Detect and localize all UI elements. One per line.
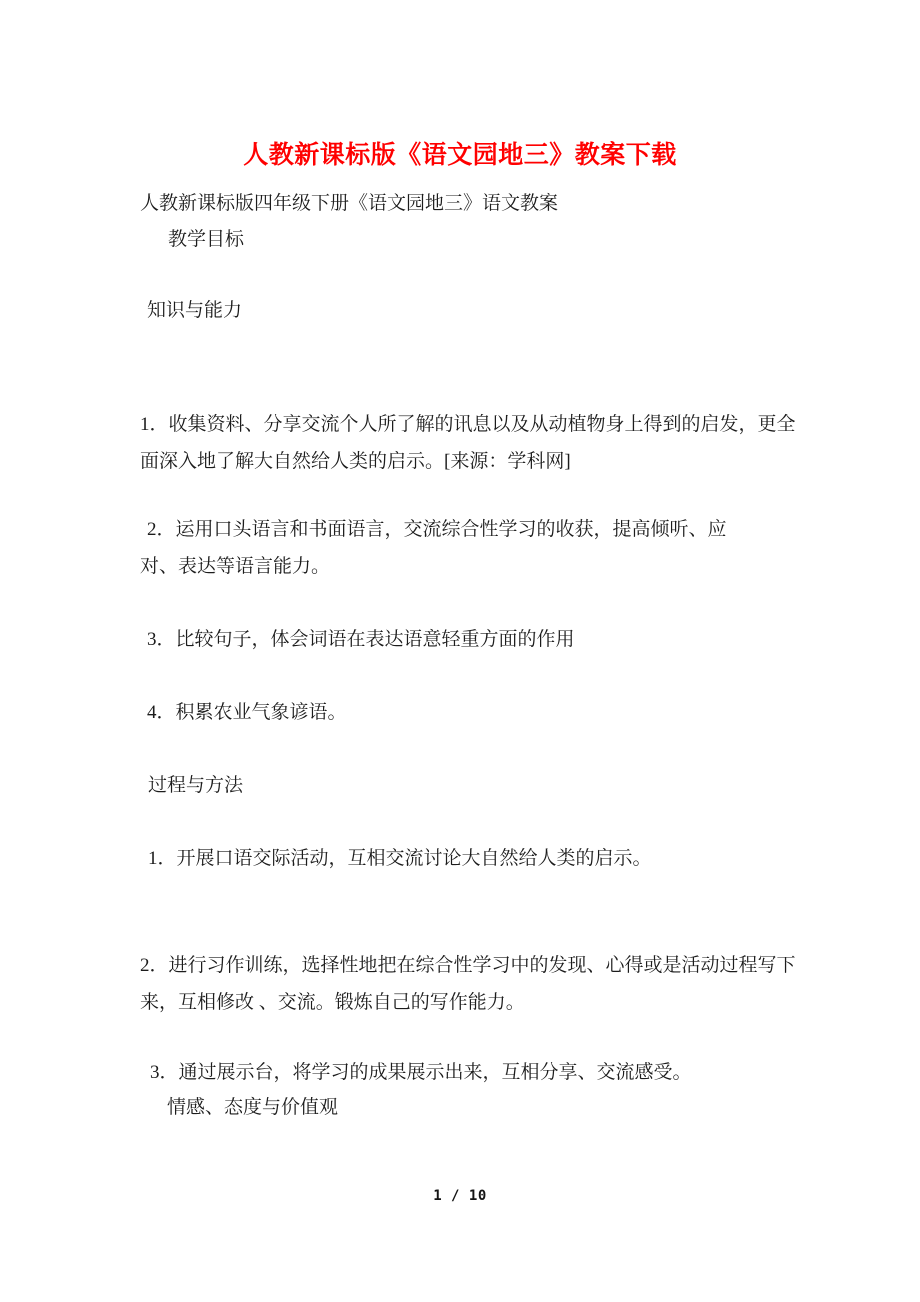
doc-line-section-process: 过程与方法: [148, 775, 244, 796]
document-title: 人教新课标版《语文园地三》教案下载: [243, 142, 677, 169]
doc-line-item1-part1: 1．收集资料、分享交流个人所了解的讯息以及从动植物身上得到的启发，更全: [140, 414, 796, 435]
page-number-indicator: 1 / 10: [433, 1188, 487, 1204]
doc-line-item4: 4．积累农业气象谚语。: [147, 702, 347, 723]
doc-line-item2-part1: 2．运用口头语言和书面语言，交流综合性学习的收获，提高倾听、应: [147, 519, 727, 540]
doc-line-process-item2-part2: 来，互相修改 、交流。锻炼自己的写作能力。: [140, 992, 525, 1013]
doc-line-process-item2-part1: 2．进行习作训练，选择性地把在综合性学习中的发现、心得或是活动过程写下: [140, 955, 796, 976]
doc-line-section-knowledge: 知识与能力: [147, 300, 243, 321]
doc-line-item3: 3．比较句子，体会词语在表达语意轻重方面的作用: [147, 629, 575, 650]
page-footer: [0, 1187, 920, 1205]
doc-line-item1-part2: 面深入地了解大自然给人类的启示。[来源：学科网]: [140, 451, 571, 472]
doc-line-subtitle: 人教新课标版四年级下册《语文园地三》语文教案: [140, 193, 559, 214]
doc-line-section-objectives: 教学目标: [168, 229, 245, 250]
doc-line-process-item1: 1．开展口语交际活动，互相交流讨论大自然给人类的启示。: [148, 848, 652, 869]
doc-line-item2-part2: 对、表达等语言能力。: [140, 556, 331, 577]
doc-line-process-item3: 3．通过展示台，将学习的成果展示出来，互相分享、交流感受。: [150, 1062, 692, 1083]
doc-line-section-emotion: 情感、态度与价值观: [167, 1097, 339, 1118]
